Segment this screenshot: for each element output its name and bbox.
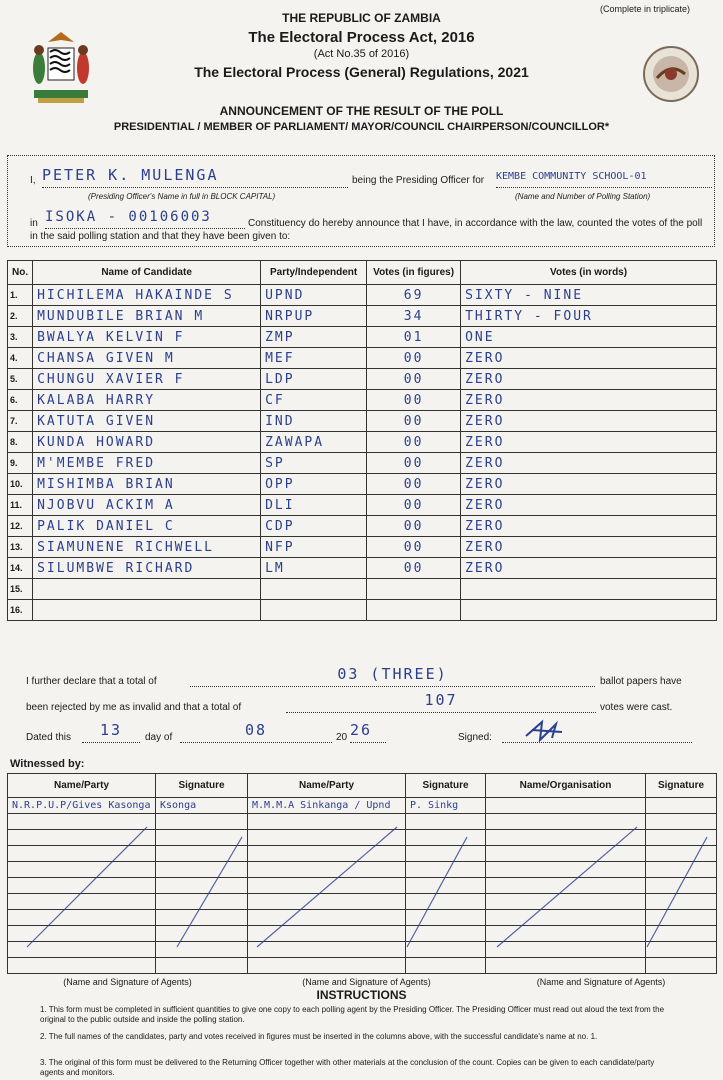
votes-figures: 00 [367,495,461,516]
polling-station-name: KEMBE COMMUNITY SCHOOL-01 [496,167,712,188]
row-number: 15. [8,579,33,600]
votes-figures: 01 [367,327,461,348]
votes-words: ZERO [461,453,717,474]
in-text: in [30,218,38,229]
votes-figures [367,579,461,600]
witness-name-party: N.R.P.U.P/Gives Kasonga [8,798,156,814]
candidate-party: IND [261,411,367,432]
row-number: 3. [8,327,33,348]
rejected-prefix: I further declare that a total of [26,676,157,687]
votes-figures: 00 [367,558,461,579]
candidate-party: OPP [261,474,367,495]
votes-words: ZERO [461,537,717,558]
table-row [8,432,717,453]
table-row [8,453,717,474]
table-row [8,537,717,558]
votes-figures: 00 [367,369,461,390]
candidate-party: NFP [261,537,367,558]
row-number: 8. [8,432,33,453]
declaration-text: Constituency do hereby announce that I have, in accordance with the law, counted the votes of the poll in the said polling station and that they have been given to: [30,218,703,242]
row-number: 2. [8,306,33,327]
table-row [8,495,717,516]
candidate-name: CHUNGU XAVIER F [33,369,261,390]
votes-figures: 00 [367,411,461,432]
candidate-party [261,600,367,621]
table-row [8,411,717,432]
instruction-item: 1. This form must be completed in sufficient quantities to give one copy to each polling agent by the Presiding Officer. The Presiding Officer must read out aloud the text from the original to the public outside and inside the polling station. [40,1005,665,1024]
witness-signature: P. Sinkg [406,798,486,814]
votes-words: ONE [461,327,717,348]
candidate-name: HICHILEMA HAKAINDE S [33,285,261,306]
cast-suffix: votes were cast. [600,702,673,713]
witness-signature: Ksonga [156,798,248,814]
votes-words [461,600,717,621]
col-header-party: Party/Independent [261,261,367,285]
row-number: 16. [8,600,33,621]
witnessed-label: Witnessed by: [10,758,85,770]
presiding-officer-name: PETER K. MULENGA [42,163,348,188]
candidate-name [33,600,261,621]
results-table [7,260,717,621]
votes-figures: 00 [367,348,461,369]
witness-header: Name/Organisation [486,774,646,798]
candidate-party: UPND [261,285,367,306]
votes-words: ZERO [461,474,717,495]
votes-words: ZERO [461,411,717,432]
col-header-words: Votes (in words) [461,261,717,285]
row-number: 13. [8,537,33,558]
agents-caption: (Name and Signature of Agents) [302,976,431,987]
candidate-name: SILUMBWE RICHARD [33,558,261,579]
strike-lines [7,797,717,957]
candidate-party: ZMP [261,327,367,348]
candidate-party: CF [261,390,367,411]
polling-station-caption: (Name and Number of Polling Station) [515,192,651,201]
announcement-title: ANNOUNCEMENT OF THE RESULT OF THE POLL [219,104,504,118]
signed-label: Signed: [458,732,492,743]
votes-words: ZERO [461,432,717,453]
row-number: 11. [8,495,33,516]
regulations-title: The Electoral Process (General) Regulations, 2021 [194,64,529,80]
votes-figures: 34 [367,306,461,327]
act-title: The Electoral Process Act, 2016 [248,29,475,46]
votes-words: ZERO [461,369,717,390]
rejected-suffix: ballot papers have [600,676,682,687]
col-header-name: Name of Candidate [33,261,261,285]
votes-words: ZERO [461,558,717,579]
being-presiding-text: being the Presiding Officer for [352,175,485,186]
instruction-item: 3. The original of this form must be delivered to the Returning Officer together with other materials at the conclusion of the count. Copies can be given to each candidate/party agents and monitors. [40,1058,655,1077]
election-type: PRESIDENTIAL / MEMBER OF PARLIAMENT/ MAYOR/COUNCIL CHAIRPERSON/COUNCILLOR* [113,121,610,133]
witness-name-party: M.M.M.A Sinkanga / Upnd [248,798,406,814]
candidate-name: SIAMUNENE RICHWELL [33,537,261,558]
corner-note: (Complete in triplicate) [600,4,691,14]
table-row [8,306,717,327]
witness-header: Signature [156,774,248,798]
candidate-party: DLI [261,495,367,516]
candidate-party: LDP [261,369,367,390]
candidate-party: SP [261,453,367,474]
dated-prefix: Dated this [26,732,72,743]
votes-figures: 00 [367,390,461,411]
year-prefix: 20 [336,732,348,743]
candidate-name: NJOBVU ACKIM A [33,495,261,516]
cast-prefix: been rejected by me as invalid and that a total of [26,702,242,713]
witness-header: Name/Party [248,774,406,798]
table-row [8,516,717,537]
candidate-name: KALABA HARRY [33,390,261,411]
table-row [8,327,717,348]
month-value: 08 [180,718,332,743]
candidate-name: CHANSA GIVEN M [33,348,261,369]
candidate-name: BWALYA KELVIN F [33,327,261,348]
table-row [8,558,717,579]
row-number: 9. [8,453,33,474]
candidate-name: KATUTA GIVEN [33,411,261,432]
candidate-party: MEF [261,348,367,369]
row-number: 6. [8,390,33,411]
act-number: (Act No.35 of 2016) [313,48,410,60]
votes-words: SIXTY - NINE [461,285,717,306]
instruction-item: 2. The full names of the candidates, party and votes received in figures must be inserted in the columns above, with the successful candidate's name at no. 1. [40,1032,598,1041]
candidate-name: PALIK DANIEL C [33,516,261,537]
votes-figures: 00 [367,453,461,474]
day-of-text: day of [145,732,173,743]
candidate-name: M'MEMBE FRED [33,453,261,474]
votes-words: ZERO [461,495,717,516]
table-row [8,579,717,600]
col-header-figures: Votes (in figures) [367,261,461,285]
table-row [8,348,717,369]
rejected-ballots-value: 03 (THREE) [190,662,595,687]
votes-figures: 00 [367,537,461,558]
votes-figures: 00 [367,432,461,453]
officer-prefix: I, [30,175,36,186]
agents-caption: (Name and Signature of Agents) [536,976,666,987]
witness-header: Signature [646,774,717,798]
row-number: 12. [8,516,33,537]
witness-header: Signature [406,774,486,798]
votes-words: ZERO [461,516,717,537]
votes-words [461,579,717,600]
votes-words: THIRTY - FOUR [461,306,717,327]
candidate-party: ZAWAPA [261,432,367,453]
votes-figures: 00 [367,474,461,495]
republic-title: THE REPUBLIC OF ZAMBIA [282,11,441,25]
votes-figures [367,600,461,621]
table-row [8,600,717,621]
votes-cast-value: 107 [286,688,596,713]
table-row [8,285,717,306]
day-value: 13 [82,718,140,743]
votes-figures: 00 [367,516,461,537]
signature-mark-icon [522,718,582,742]
row-number: 10. [8,474,33,495]
constituency-name: ISOKA - 00106003 [45,206,245,229]
candidate-name [33,579,261,600]
candidate-name: MISHIMBA BRIAN [33,474,261,495]
candidate-name: MUNDUBILE BRIAN M [33,306,261,327]
col-header-no: No. [8,261,33,285]
table-row [8,958,717,974]
candidate-party: LM [261,558,367,579]
candidate-party [261,579,367,600]
year-value: 26 [350,718,386,743]
table-row [8,474,717,495]
votes-words: ZERO [461,390,717,411]
table-row [8,369,717,390]
instructions-title: INSTRUCTIONS [316,988,407,1002]
row-number: 7. [8,411,33,432]
votes-figures: 69 [367,285,461,306]
row-number: 1. [8,285,33,306]
witness-header: Name/Party [8,774,156,798]
candidate-party: NRPUP [261,306,367,327]
row-number: 4. [8,348,33,369]
row-number: 14. [8,558,33,579]
candidate-name: KUNDA HOWARD [33,432,261,453]
agents-caption: (Name and Signature of Agents) [63,976,192,987]
row-number: 5. [8,369,33,390]
votes-words: ZERO [461,348,717,369]
officer-signature [502,718,692,743]
table-row [8,390,717,411]
candidate-party: CDP [261,516,367,537]
officer-name-caption: (Presiding Officer's Name in full in BLOCK CAPITAL) [88,192,276,201]
